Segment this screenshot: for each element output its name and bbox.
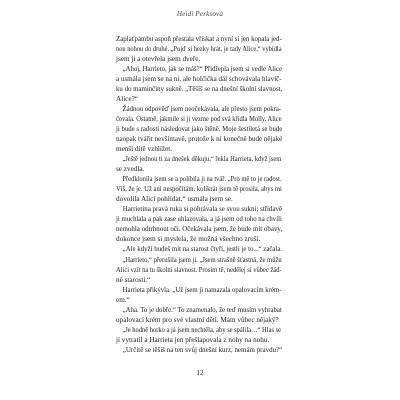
text-line: ji muchlala a pak zase uhlazovala, a já jsem od toho na chvíli bbox=[116, 215, 282, 224]
text-line: jí vytratil a Harrieta jen přešlapovala z nohy na nohu. bbox=[116, 335, 270, 344]
text-line: „Ještě jednou ti za dnešek děkuju,“ řekla Harrieta, když jsem bbox=[122, 155, 282, 164]
text-line: Alici vzít na tu školní slavnost. Prosím tě, nedělej si vůbec žád- bbox=[116, 265, 282, 274]
text-line: ku do maminčiny sukně. „Těšíš se na dnešní školní slavnost, bbox=[116, 84, 283, 93]
text-line: nemohla odtrhnout oči. Očekávala jsem, že bude mít obavy, bbox=[116, 225, 283, 234]
text-line: se zvedla. bbox=[116, 165, 145, 174]
text-line: „Je hodně horko a já jsem nechtěla, aby se spálila…“ Hlas se bbox=[122, 325, 281, 334]
text-line: menší dítě vzhlížet. bbox=[116, 145, 173, 154]
running-head-author: Heidi Perksová bbox=[176, 10, 224, 18]
text-line: opalovací krém pro své vlastní děti. Mám vůbec nějaký? bbox=[116, 315, 279, 324]
text-line: jsem ji a otevřela jsem dveře. bbox=[116, 54, 201, 63]
text-line: Žádnou odpověď jsem neočekávala, ale přesto jsem pokra- bbox=[122, 104, 282, 113]
text-line: Předklonila jsem se a políbila ji na tvář. „Pro mě to je radost. bbox=[122, 175, 282, 184]
text-line: né starosti.“ bbox=[116, 275, 151, 284]
text-line: nou nohou do druhé. „Pojď si hezky hrát, je tady Alice,“ vybídla bbox=[116, 44, 282, 53]
page-number: 12 bbox=[196, 369, 204, 377]
text-line: „Harrieto,“ přerušila jsem ji. „Jsem strašně šťastná, že můžu bbox=[122, 255, 282, 264]
text-line: Víš, že je. Už ani nespočítám, kolikrát jsem tě prosila, abys mi bbox=[116, 185, 282, 194]
text-line: naopak tvářit nevšímavě, protože k ní konečně bude nějaké bbox=[116, 134, 283, 143]
text-line: Harrietina pravá ruka si pohrávala se svou sukní; střídavě bbox=[122, 205, 282, 214]
text-line: „Určitě se těšíš na ten svůj dnešní kurz, nemám pravdu?“ bbox=[122, 345, 283, 354]
text-line: dokonce jsem si myslela, že možná všechno zruší. bbox=[116, 235, 261, 244]
text-line: Zaplaťpámbu aspoň přestala vřískat a nyní si jen kopala jed- bbox=[116, 34, 282, 43]
text-line: dovolila Alici pohlídat,“ usmála jsem se. bbox=[116, 195, 233, 204]
text-line: „Ahoj, Harrieto, jak se máš?“ Přidřepla jsem si vedle Alice bbox=[122, 64, 283, 73]
text-line: Alice?“ bbox=[116, 94, 138, 103]
body-text bbox=[116, 34, 282, 356]
text-line: ji bude s radostí následovat jako štěně. Moje šestiletá se bude bbox=[116, 124, 283, 133]
text-line: „Aha. To je dobře.“ To znamenalo, že teď musím vyhrabat bbox=[122, 305, 282, 314]
text-line: čovala. Ostatně, jakmile si ji vezme pod svá křídla Molly, Alice bbox=[116, 114, 282, 123]
text-line: em.“ bbox=[116, 295, 130, 304]
text-line: Harrieta přikývla. „Už jsem ji namazala opalovacím krém- bbox=[122, 285, 282, 294]
text-line: a usmála jsem se na ni, ale holčička dál schovávala hlavič- bbox=[116, 74, 282, 83]
text-line: „Ale kdyží budeš mít na starost čtyři, jestli je to...“ začala. bbox=[122, 245, 283, 254]
